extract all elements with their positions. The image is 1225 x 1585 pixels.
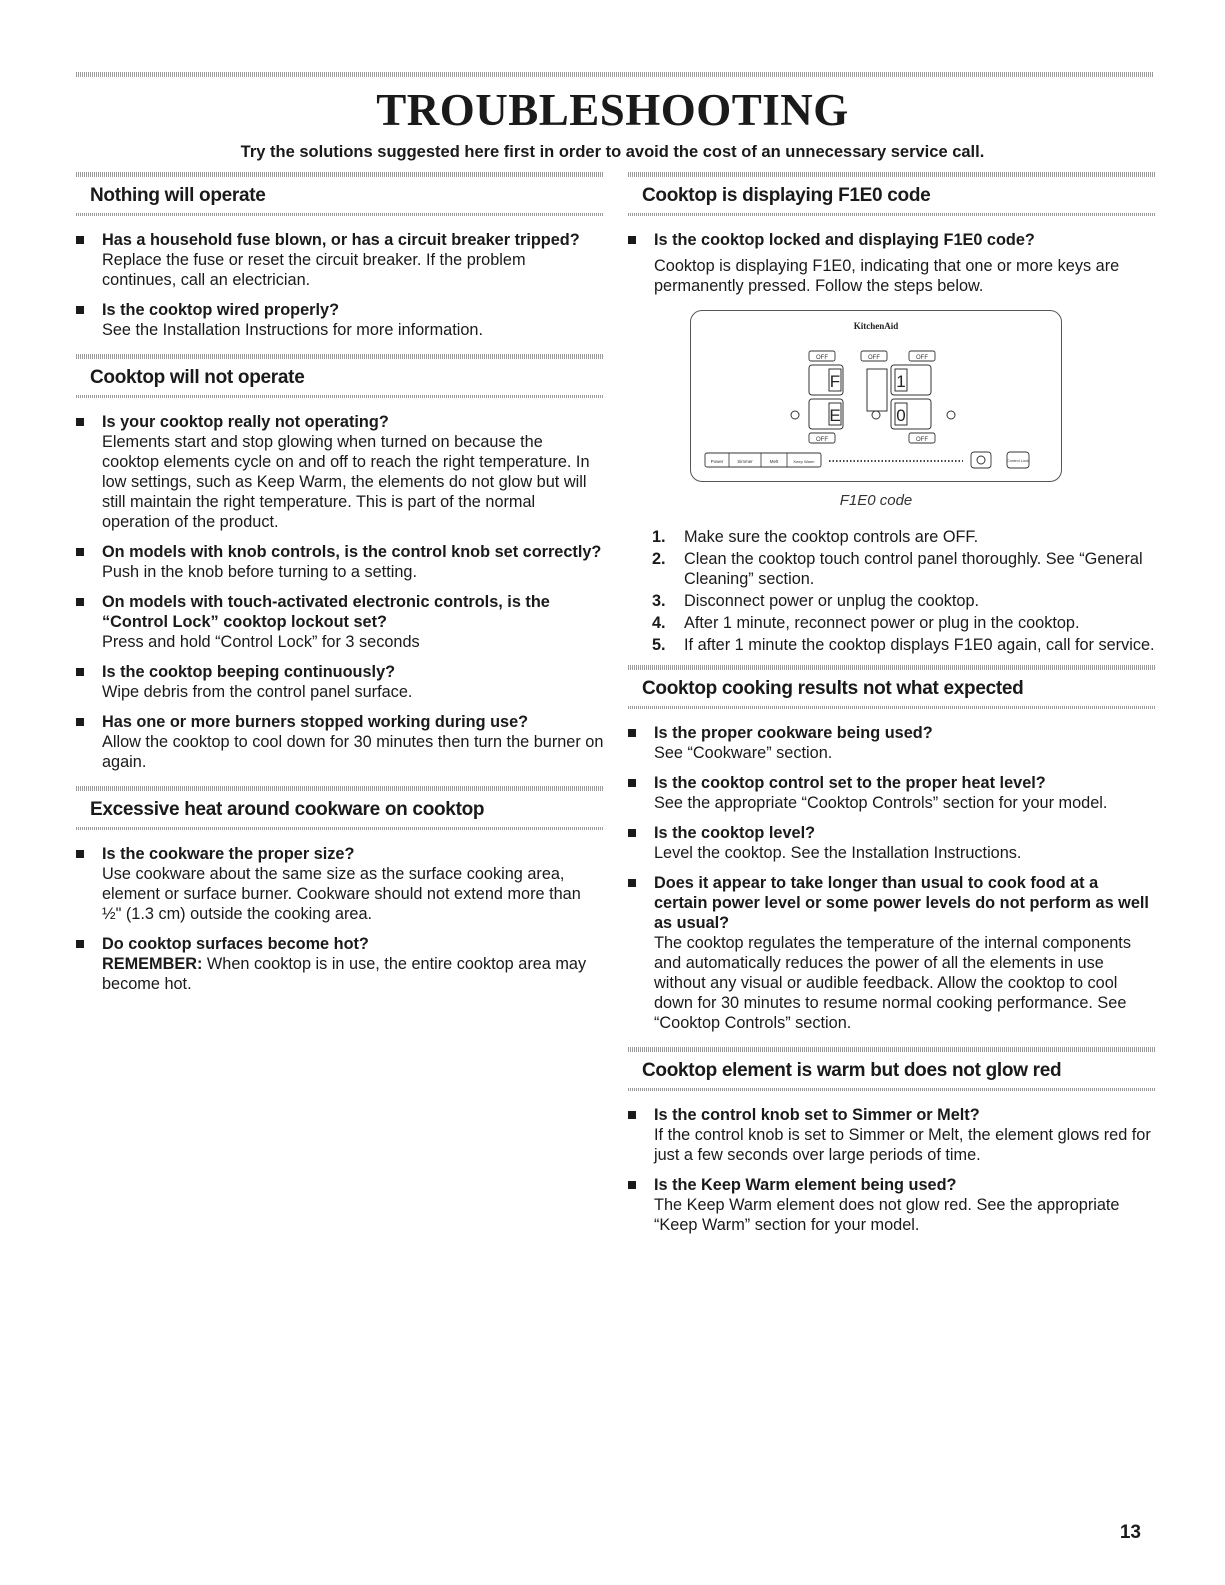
step-text: After 1 minute, reconnect power or plug in the cooktop. (684, 614, 1080, 632)
answer: The Keep Warm element does not glow red. See the appropriate “Keep Warm” section for your model. (654, 1196, 1120, 1234)
answer: Allow the cooktop to cool down for 30 minutes then turn the burner on again. (102, 733, 604, 771)
square-bullet-icon (628, 236, 636, 244)
step-item (628, 635, 1156, 655)
question: Is the Keep Warm element being used? (654, 1176, 957, 1194)
page-title: TROUBLESHOOTING (376, 85, 849, 135)
svg-text:1: 1 (896, 372, 906, 391)
list-item (76, 712, 604, 772)
dual-element-icon (872, 411, 880, 419)
control-lock-label: Control Lock (1006, 458, 1030, 463)
question: Is the cookware the proper size? (102, 845, 355, 863)
square-bullet-icon (76, 548, 84, 556)
svg-text:Power: Power (710, 459, 724, 464)
list-item (628, 823, 1156, 863)
section-top-rule (628, 1047, 1156, 1052)
square-bullet-icon (76, 940, 84, 948)
square-bullet-icon (628, 829, 636, 837)
answer: Level the cooktop. See the Installation Instructions. (654, 844, 1022, 862)
square-bullet-icon (76, 418, 84, 426)
svg-text:Melt: Melt (769, 459, 779, 464)
key-strip (705, 453, 821, 467)
step-item (628, 527, 1156, 547)
section-nothing-will-operate (76, 172, 604, 340)
off-key (909, 351, 935, 361)
square-bullet-icon (628, 879, 636, 887)
off-key (809, 433, 835, 443)
step-text: Make sure the cooktop controls are OFF. (684, 528, 979, 546)
section-title: Cooktop will not operate (90, 367, 305, 388)
question: Has a household fuse blown, or has a circuit breaker tripped? (102, 231, 580, 249)
list-item (76, 412, 604, 532)
question: Has one or more burners stopped working during use? (102, 713, 529, 731)
section-top-rule (76, 172, 604, 177)
section-f1e0-code (628, 172, 1156, 655)
answer: Use cookware about the same size as the surface cooking area, element or surface burner. Cookware should not extend more than ½" (1.3 cm) outside the cooking area. (102, 865, 581, 923)
section-top-rule (628, 665, 1156, 670)
step-number: 3. (652, 592, 666, 610)
question: Is your cooktop really not operating? (102, 413, 389, 431)
svg-text:Keep Warm: Keep Warm (793, 459, 815, 464)
square-bullet-icon (628, 779, 636, 787)
square-bullet-icon (76, 850, 84, 858)
list-item (628, 230, 1156, 250)
question: Is the control knob set to Simmer or Melt? (654, 1106, 980, 1124)
answer: Replace the fuse or reset the circuit breaker. If the problem continues, call an electrician. (102, 251, 526, 289)
control-panel-figure (690, 310, 1062, 509)
list-item (628, 873, 1156, 1033)
section-bottom-rule (628, 1088, 1156, 1091)
step-number: 4. (652, 614, 666, 632)
answer: Wipe debris from the control panel surface. (102, 683, 413, 701)
question: Is the cooktop beeping continuously? (102, 663, 396, 681)
dual-element-icon (977, 456, 985, 464)
question: Do cooktop surfaces become hot? (102, 935, 369, 953)
svg-text:0: 0 (896, 406, 906, 425)
off-key (909, 433, 935, 443)
list-item (76, 300, 604, 340)
list-item (76, 844, 604, 924)
svg-text:F: F (829, 372, 841, 391)
list-item (76, 592, 604, 652)
list-item (628, 723, 1156, 763)
display-F (809, 365, 843, 395)
section-top-rule (76, 786, 604, 791)
section-title: Cooktop is displaying F1E0 code (642, 185, 931, 206)
step-text: If after 1 minute the cooktop displays F1E0 again, call for service. (684, 636, 1155, 654)
svg-text:OFF: OFF (868, 355, 880, 361)
control-panel-svg (691, 311, 1061, 481)
top-rule (76, 72, 1154, 77)
step-item (628, 549, 1156, 589)
section-bottom-rule (76, 395, 604, 398)
list-item (628, 1175, 1156, 1235)
section-title: Cooktop cooking results not what expected (642, 678, 1024, 699)
center-element-outline (867, 369, 887, 411)
section-cooktop-will-not-operate (76, 354, 604, 772)
step-item (628, 591, 1156, 611)
svg-text:OFF: OFF (816, 437, 828, 443)
svg-text:E: E (829, 406, 841, 425)
answer: Elements start and stop glowing when turned on because the cooktop elements cycle on and off to reach the right temperature. In low settings, such as Keep Warm, the elements do not glow but will still maintain the right temperature. This is part of the normal operation of the product. (102, 433, 590, 531)
answer: See “Cookware” section. (654, 744, 833, 762)
question: On models with knob controls, is the control knob set correctly? (102, 543, 602, 561)
list-item (628, 773, 1156, 813)
step-number: 1. (652, 528, 666, 546)
square-bullet-icon (76, 668, 84, 676)
section-element-not-glowing (628, 1047, 1156, 1235)
question: Is the cooktop wired properly? (102, 301, 340, 319)
step-item (628, 613, 1156, 633)
section-bottom-rule (76, 213, 604, 216)
answer: If the control knob is set to Simmer or Melt, the element glows red for just a few seconds over large periods of time. (654, 1126, 1151, 1164)
question: Is the cooktop locked and displaying F1E0 code? (654, 231, 1035, 249)
square-bullet-icon (76, 236, 84, 244)
left-column (76, 172, 604, 1004)
section-bottom-rule (628, 213, 1156, 216)
question: Is the cooktop control set to the proper heat level? (654, 774, 1046, 792)
step-number: 2. (652, 550, 666, 568)
square-bullet-icon (76, 598, 84, 606)
answer (102, 954, 604, 994)
section-title: Excessive heat around cookware on cooktop (90, 799, 485, 820)
section-cooking-results (628, 665, 1156, 1033)
step-text: Clean the cooktop touch control panel thoroughly. See “General Cleaning” section. (684, 550, 1143, 588)
question: On models with touch-activated electronic controls, is the “Control Lock” cooktop lockout set? (102, 593, 550, 631)
square-bullet-icon (628, 729, 636, 737)
square-bullet-icon (76, 718, 84, 726)
question: Is the cooktop level? (654, 824, 816, 842)
dual-element-icon (947, 411, 955, 419)
section-title: Cooktop element is warm but does not glow red (642, 1060, 1062, 1081)
svg-text:OFF: OFF (916, 355, 928, 361)
svg-text:OFF: OFF (916, 437, 928, 443)
section-excessive-heat (76, 786, 604, 994)
section-bottom-rule (628, 706, 1156, 709)
answer: The cooktop regulates the temperature of the internal components and automatically reduces the power of all the elements in use without any visual or audible feedback. Allow the cooktop to cool down for 30 minutes to resume normal cooking performance. See “Cooktop Controls” section. (654, 934, 1131, 1032)
list-item (76, 662, 604, 702)
control-panel-illustration (690, 310, 1062, 482)
page-number: 13 (1119, 1522, 1141, 1543)
question: Does it appear to take longer than usual to cook food at a certain power level or some power levels do not perform as well as usual? (654, 874, 1149, 932)
section-bottom-rule (76, 827, 604, 830)
step-text: Disconnect power or unplug the cooktop. (684, 592, 980, 610)
steps-list (628, 527, 1156, 655)
answer: See the appropriate “Cooktop Controls” section for your model. (654, 794, 1108, 812)
square-bullet-icon (628, 1111, 636, 1119)
list-item (76, 230, 604, 290)
list-item (76, 542, 604, 582)
section-title: Nothing will operate (90, 185, 266, 206)
display-1 (891, 365, 931, 395)
answer: See the Installation Instructions for more information. (102, 321, 483, 339)
display-0 (891, 399, 931, 429)
svg-text:OFF: OFF (816, 355, 828, 361)
page-subtitle: Try the solutions suggested here first in order to avoid the cost of an unnecessary service call. (240, 143, 985, 161)
answer: Press and hold “Control Lock” for 3 seconds (102, 633, 420, 651)
right-column (628, 172, 1156, 1245)
element-key (971, 452, 991, 468)
display-E (809, 399, 843, 429)
off-key (861, 351, 887, 361)
square-bullet-icon (628, 1181, 636, 1189)
f1e0-description: Cooktop is displaying F1E0, indicating that one or more keys are permanently pressed. Follow the steps below. (654, 257, 1120, 295)
section-top-rule (628, 172, 1156, 177)
brand-logo: KitchenAid (853, 321, 899, 331)
question: Is the proper cookware being used? (654, 724, 933, 742)
list-item (76, 934, 604, 994)
list-item (628, 1105, 1156, 1165)
dual-element-icon (791, 411, 799, 419)
answer-text: When cooktop is in use, the entire cooktop area may become hot. (102, 955, 587, 993)
step-number: 5. (652, 636, 666, 654)
figure-caption: F1E0 code (839, 492, 913, 509)
answer: Push in the knob before turning to a setting. (102, 563, 417, 581)
answer-emphasis: REMEMBER: (102, 955, 203, 973)
section-top-rule (76, 354, 604, 359)
off-key (809, 351, 835, 361)
square-bullet-icon (76, 306, 84, 314)
svg-text:Simmer: Simmer (737, 459, 753, 464)
